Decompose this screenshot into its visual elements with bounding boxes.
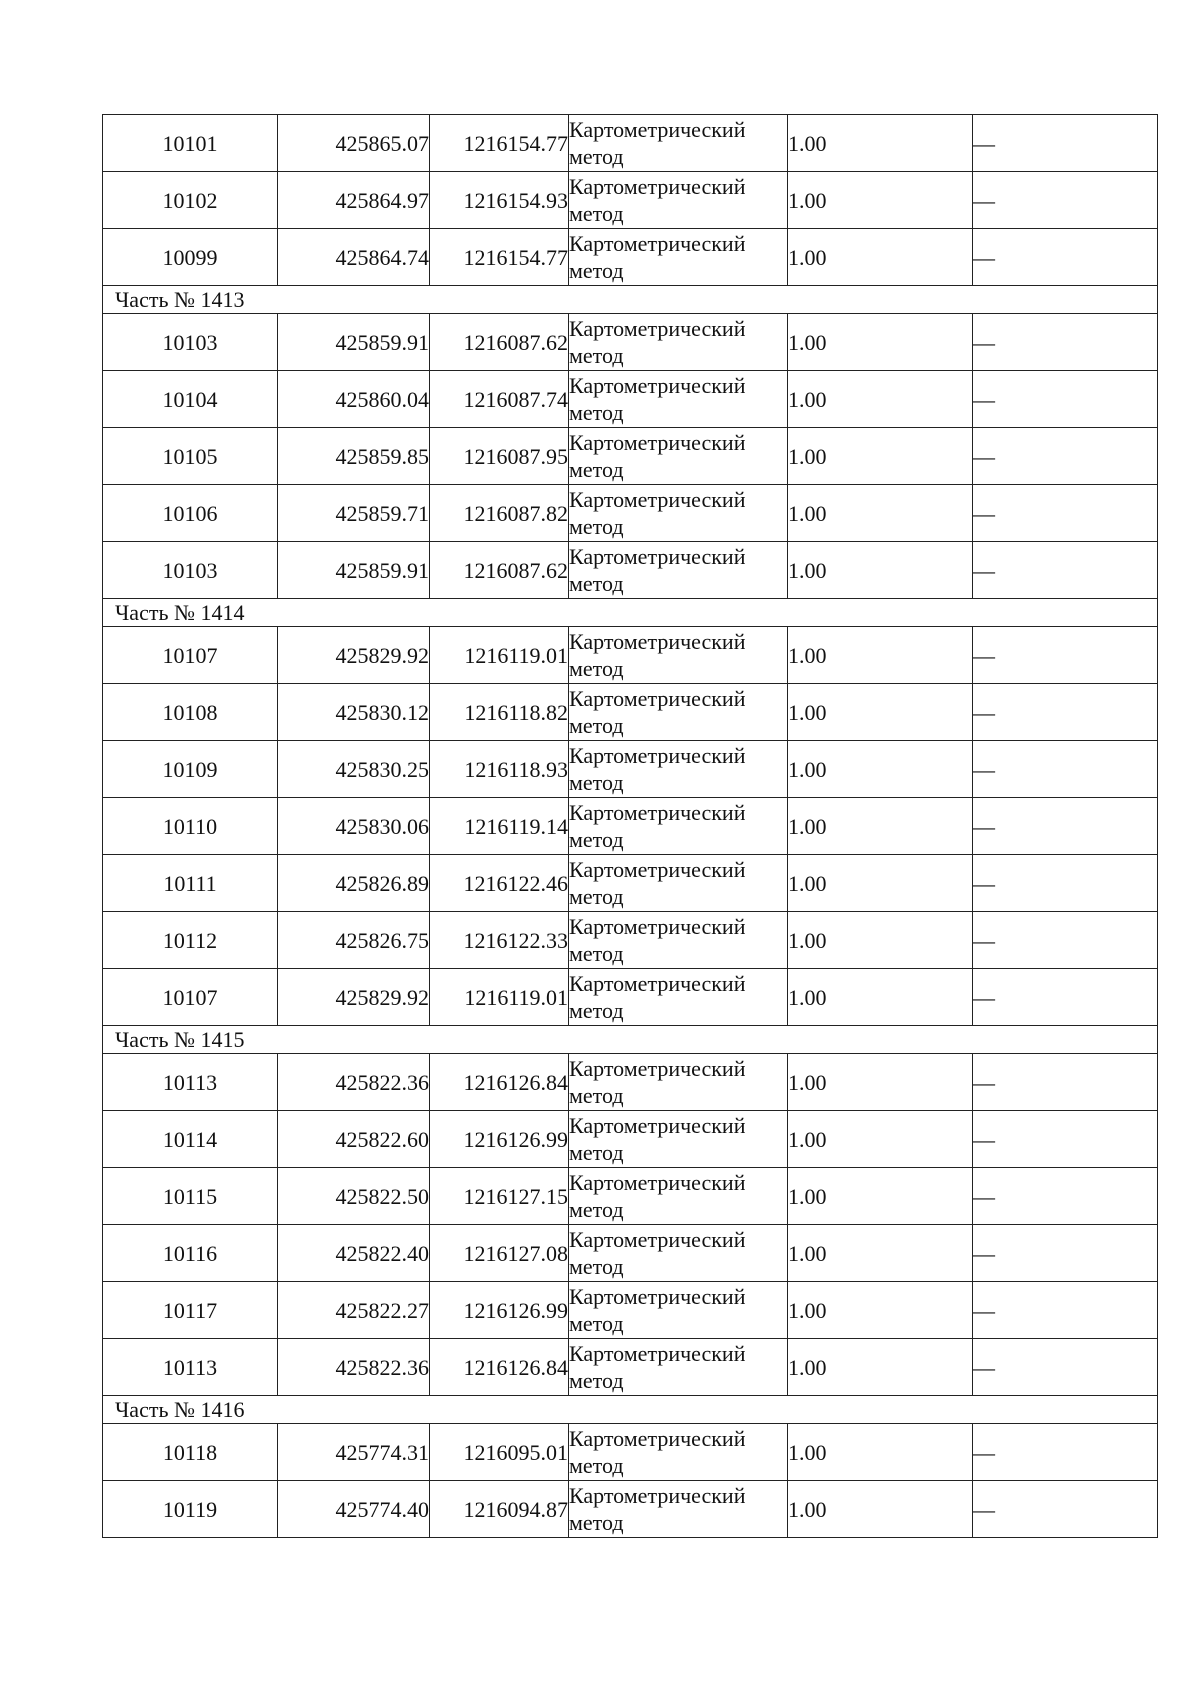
method-line-2: метод	[569, 201, 624, 226]
method-line-1: Картометрический	[569, 743, 746, 768]
y-coordinate-cell: 1216154.93	[430, 172, 569, 229]
method-cell	[569, 1481, 788, 1538]
table-row	[103, 1424, 1158, 1481]
method-cell	[569, 229, 788, 286]
point-number-cell: 10110	[103, 798, 278, 855]
method-line-1: Картометрический	[569, 117, 746, 142]
accuracy-cell: 1.00	[788, 1282, 973, 1339]
method-line-2: метод	[569, 1311, 624, 1336]
x-coordinate-cell: 425826.89	[278, 855, 430, 912]
point-number-cell: 10108	[103, 684, 278, 741]
y-coordinate-cell: 1216126.99	[430, 1282, 569, 1339]
method-cell	[569, 1111, 788, 1168]
accuracy-cell: 1.00	[788, 371, 973, 428]
point-number-cell: 10109	[103, 741, 278, 798]
y-coordinate-cell: 1216087.95	[430, 428, 569, 485]
y-coordinate-cell: 1216154.77	[430, 229, 569, 286]
table-row	[103, 684, 1158, 741]
description-cell: —	[973, 115, 1158, 172]
y-coordinate-cell: 1216122.33	[430, 912, 569, 969]
part-header-row	[103, 1396, 1158, 1424]
method-line-2: метод	[569, 713, 624, 738]
coordinates-table	[102, 114, 1158, 1538]
method-line-1: Картометрический	[569, 487, 746, 512]
point-number-cell: 10112	[103, 912, 278, 969]
x-coordinate-cell: 425826.75	[278, 912, 430, 969]
x-coordinate-cell: 425860.04	[278, 371, 430, 428]
method-line-1: Картометрический	[569, 544, 746, 569]
accuracy-cell: 1.00	[788, 1168, 973, 1225]
x-coordinate-cell: 425830.12	[278, 684, 430, 741]
description-cell: —	[973, 1054, 1158, 1111]
method-line-1: Картометрический	[569, 1056, 746, 1081]
part-header-row	[103, 599, 1158, 627]
point-number-cell: 10118	[103, 1424, 278, 1481]
table-row	[103, 798, 1158, 855]
method-line-2: метод	[569, 457, 624, 482]
method-line-1: Картометрический	[569, 857, 746, 882]
x-coordinate-cell: 425865.07	[278, 115, 430, 172]
method-line-1: Картометрический	[569, 629, 746, 654]
method-cell	[569, 428, 788, 485]
table-row	[103, 485, 1158, 542]
point-number-cell: 10107	[103, 969, 278, 1026]
method-cell	[569, 912, 788, 969]
x-coordinate-cell: 425864.97	[278, 172, 430, 229]
description-cell: —	[973, 1339, 1158, 1396]
method-cell	[569, 855, 788, 912]
method-cell	[569, 627, 788, 684]
accuracy-cell: 1.00	[788, 627, 973, 684]
method-line-1: Картометрический	[569, 1227, 746, 1252]
point-number-cell: 10113	[103, 1339, 278, 1396]
x-coordinate-cell: 425859.91	[278, 542, 430, 599]
method-line-1: Картометрический	[569, 231, 746, 256]
table-row	[103, 627, 1158, 684]
accuracy-cell: 1.00	[788, 855, 973, 912]
table-row	[103, 1225, 1158, 1282]
table-row	[103, 371, 1158, 428]
method-line-2: метод	[569, 343, 624, 368]
table-row	[103, 741, 1158, 798]
x-coordinate-cell: 425822.40	[278, 1225, 430, 1282]
description-cell: —	[973, 1424, 1158, 1481]
point-number-cell: 10106	[103, 485, 278, 542]
method-cell	[569, 1282, 788, 1339]
description-cell: —	[973, 1282, 1158, 1339]
table-row	[103, 1168, 1158, 1225]
accuracy-cell: 1.00	[788, 741, 973, 798]
accuracy-cell: 1.00	[788, 912, 973, 969]
description-cell: —	[973, 371, 1158, 428]
method-line-2: метод	[569, 656, 624, 681]
method-cell	[569, 1339, 788, 1396]
accuracy-cell: 1.00	[788, 969, 973, 1026]
description-cell: —	[973, 741, 1158, 798]
description-cell: —	[973, 969, 1158, 1026]
x-coordinate-cell: 425859.91	[278, 314, 430, 371]
point-number-cell: 10103	[103, 542, 278, 599]
point-number-cell: 10116	[103, 1225, 278, 1282]
y-coordinate-cell: 1216126.84	[430, 1054, 569, 1111]
coordinates-table-body	[103, 115, 1158, 1538]
x-coordinate-cell: 425822.60	[278, 1111, 430, 1168]
point-number-cell: 10101	[103, 115, 278, 172]
x-coordinate-cell: 425859.85	[278, 428, 430, 485]
accuracy-cell: 1.00	[788, 1424, 973, 1481]
method-line-2: метод	[569, 1254, 624, 1279]
y-coordinate-cell: 1216118.93	[430, 741, 569, 798]
table-row	[103, 1282, 1158, 1339]
description-cell: —	[973, 912, 1158, 969]
method-line-2: метод	[569, 144, 624, 169]
accuracy-cell: 1.00	[788, 1054, 973, 1111]
y-coordinate-cell: 1216127.15	[430, 1168, 569, 1225]
method-line-1: Картометрический	[569, 800, 746, 825]
part-label: Часть № 1413	[103, 286, 1158, 314]
method-line-2: метод	[569, 770, 624, 795]
accuracy-cell: 1.00	[788, 684, 973, 741]
method-line-2: метод	[569, 884, 624, 909]
y-coordinate-cell: 1216087.62	[430, 314, 569, 371]
y-coordinate-cell: 1216118.82	[430, 684, 569, 741]
table-row	[103, 1339, 1158, 1396]
x-coordinate-cell: 425774.40	[278, 1481, 430, 1538]
description-cell: —	[973, 627, 1158, 684]
point-number-cell: 10115	[103, 1168, 278, 1225]
method-cell	[569, 798, 788, 855]
method-line-2: метод	[569, 1197, 624, 1222]
method-cell	[569, 485, 788, 542]
y-coordinate-cell: 1216122.46	[430, 855, 569, 912]
method-cell	[569, 314, 788, 371]
y-coordinate-cell: 1216087.74	[430, 371, 569, 428]
description-cell: —	[973, 798, 1158, 855]
table-row	[103, 428, 1158, 485]
table-row	[103, 969, 1158, 1026]
method-cell	[569, 172, 788, 229]
x-coordinate-cell: 425822.36	[278, 1339, 430, 1396]
part-label: Часть № 1414	[103, 599, 1158, 627]
description-cell: —	[973, 428, 1158, 485]
method-line-2: метод	[569, 258, 624, 283]
accuracy-cell: 1.00	[788, 1225, 973, 1282]
x-coordinate-cell: 425864.74	[278, 229, 430, 286]
method-cell	[569, 542, 788, 599]
table-row	[103, 912, 1158, 969]
method-line-2: метод	[569, 941, 624, 966]
description-cell: —	[973, 1225, 1158, 1282]
y-coordinate-cell: 1216127.08	[430, 1225, 569, 1282]
x-coordinate-cell: 425774.31	[278, 1424, 430, 1481]
description-cell: —	[973, 855, 1158, 912]
x-coordinate-cell: 425830.06	[278, 798, 430, 855]
point-number-cell: 10111	[103, 855, 278, 912]
method-line-2: метод	[569, 1368, 624, 1393]
x-coordinate-cell: 425822.27	[278, 1282, 430, 1339]
table-row	[103, 229, 1158, 286]
point-number-cell: 10113	[103, 1054, 278, 1111]
description-cell: —	[973, 314, 1158, 371]
y-coordinate-cell: 1216087.62	[430, 542, 569, 599]
method-line-2: метод	[569, 827, 624, 852]
part-header-row	[103, 286, 1158, 314]
y-coordinate-cell: 1216126.99	[430, 1111, 569, 1168]
method-cell	[569, 1225, 788, 1282]
method-line-2: метод	[569, 571, 624, 596]
y-coordinate-cell: 1216119.14	[430, 798, 569, 855]
point-number-cell: 10103	[103, 314, 278, 371]
method-line-1: Картометрический	[569, 971, 746, 996]
accuracy-cell: 1.00	[788, 229, 973, 286]
method-line-1: Картометрический	[569, 1113, 746, 1138]
method-line-1: Картометрический	[569, 1284, 746, 1309]
y-coordinate-cell: 1216087.82	[430, 485, 569, 542]
method-line-2: метод	[569, 998, 624, 1023]
accuracy-cell: 1.00	[788, 542, 973, 599]
accuracy-cell: 1.00	[788, 314, 973, 371]
point-number-cell: 10102	[103, 172, 278, 229]
y-coordinate-cell: 1216119.01	[430, 969, 569, 1026]
method-cell	[569, 969, 788, 1026]
description-cell: —	[973, 1111, 1158, 1168]
table-row	[103, 115, 1158, 172]
method-cell	[569, 1054, 788, 1111]
method-line-2: метод	[569, 1453, 624, 1478]
method-line-2: метод	[569, 400, 624, 425]
accuracy-cell: 1.00	[788, 172, 973, 229]
description-cell: —	[973, 542, 1158, 599]
table-row	[103, 542, 1158, 599]
method-line-1: Картометрический	[569, 430, 746, 455]
method-cell	[569, 741, 788, 798]
method-line-2: метод	[569, 1083, 624, 1108]
y-coordinate-cell: 1216095.01	[430, 1424, 569, 1481]
description-cell: —	[973, 172, 1158, 229]
point-number-cell: 10119	[103, 1481, 278, 1538]
method-cell	[569, 684, 788, 741]
method-line-1: Картометрический	[569, 174, 746, 199]
method-line-1: Картометрический	[569, 316, 746, 341]
table-row	[103, 172, 1158, 229]
table-row	[103, 314, 1158, 371]
part-header-row	[103, 1026, 1158, 1054]
x-coordinate-cell: 425829.92	[278, 969, 430, 1026]
x-coordinate-cell: 425829.92	[278, 627, 430, 684]
x-coordinate-cell: 425859.71	[278, 485, 430, 542]
x-coordinate-cell: 425822.50	[278, 1168, 430, 1225]
method-cell	[569, 1168, 788, 1225]
description-cell: —	[973, 1168, 1158, 1225]
y-coordinate-cell: 1216154.77	[430, 115, 569, 172]
table-row	[103, 1054, 1158, 1111]
description-cell: —	[973, 485, 1158, 542]
point-number-cell: 10114	[103, 1111, 278, 1168]
description-cell: —	[973, 229, 1158, 286]
x-coordinate-cell: 425830.25	[278, 741, 430, 798]
method-line-2: метод	[569, 514, 624, 539]
accuracy-cell: 1.00	[788, 1111, 973, 1168]
accuracy-cell: 1.00	[788, 1339, 973, 1396]
table-row	[103, 855, 1158, 912]
method-line-2: метод	[569, 1510, 624, 1535]
point-number-cell: 10104	[103, 371, 278, 428]
method-line-1: Картометрический	[569, 1483, 746, 1508]
accuracy-cell: 1.00	[788, 798, 973, 855]
part-label: Часть № 1415	[103, 1026, 1158, 1054]
method-line-1: Картометрический	[569, 373, 746, 398]
accuracy-cell: 1.00	[788, 485, 973, 542]
method-cell	[569, 115, 788, 172]
table-row	[103, 1111, 1158, 1168]
y-coordinate-cell: 1216126.84	[430, 1339, 569, 1396]
description-cell: —	[973, 684, 1158, 741]
x-coordinate-cell: 425822.36	[278, 1054, 430, 1111]
method-line-1: Картометрический	[569, 1426, 746, 1451]
y-coordinate-cell: 1216094.87	[430, 1481, 569, 1538]
method-cell	[569, 371, 788, 428]
point-number-cell: 10117	[103, 1282, 278, 1339]
accuracy-cell: 1.00	[788, 428, 973, 485]
accuracy-cell: 1.00	[788, 115, 973, 172]
description-cell: —	[973, 1481, 1158, 1538]
method-line-1: Картометрический	[569, 914, 746, 939]
part-label: Часть № 1416	[103, 1396, 1158, 1424]
accuracy-cell: 1.00	[788, 1481, 973, 1538]
y-coordinate-cell: 1216119.01	[430, 627, 569, 684]
point-number-cell: 10099	[103, 229, 278, 286]
method-line-1: Картометрический	[569, 686, 746, 711]
table-row	[103, 1481, 1158, 1538]
method-line-1: Картометрический	[569, 1170, 746, 1195]
method-line-2: метод	[569, 1140, 624, 1165]
method-cell	[569, 1424, 788, 1481]
point-number-cell: 10107	[103, 627, 278, 684]
method-line-1: Картометрический	[569, 1341, 746, 1366]
point-number-cell: 10105	[103, 428, 278, 485]
